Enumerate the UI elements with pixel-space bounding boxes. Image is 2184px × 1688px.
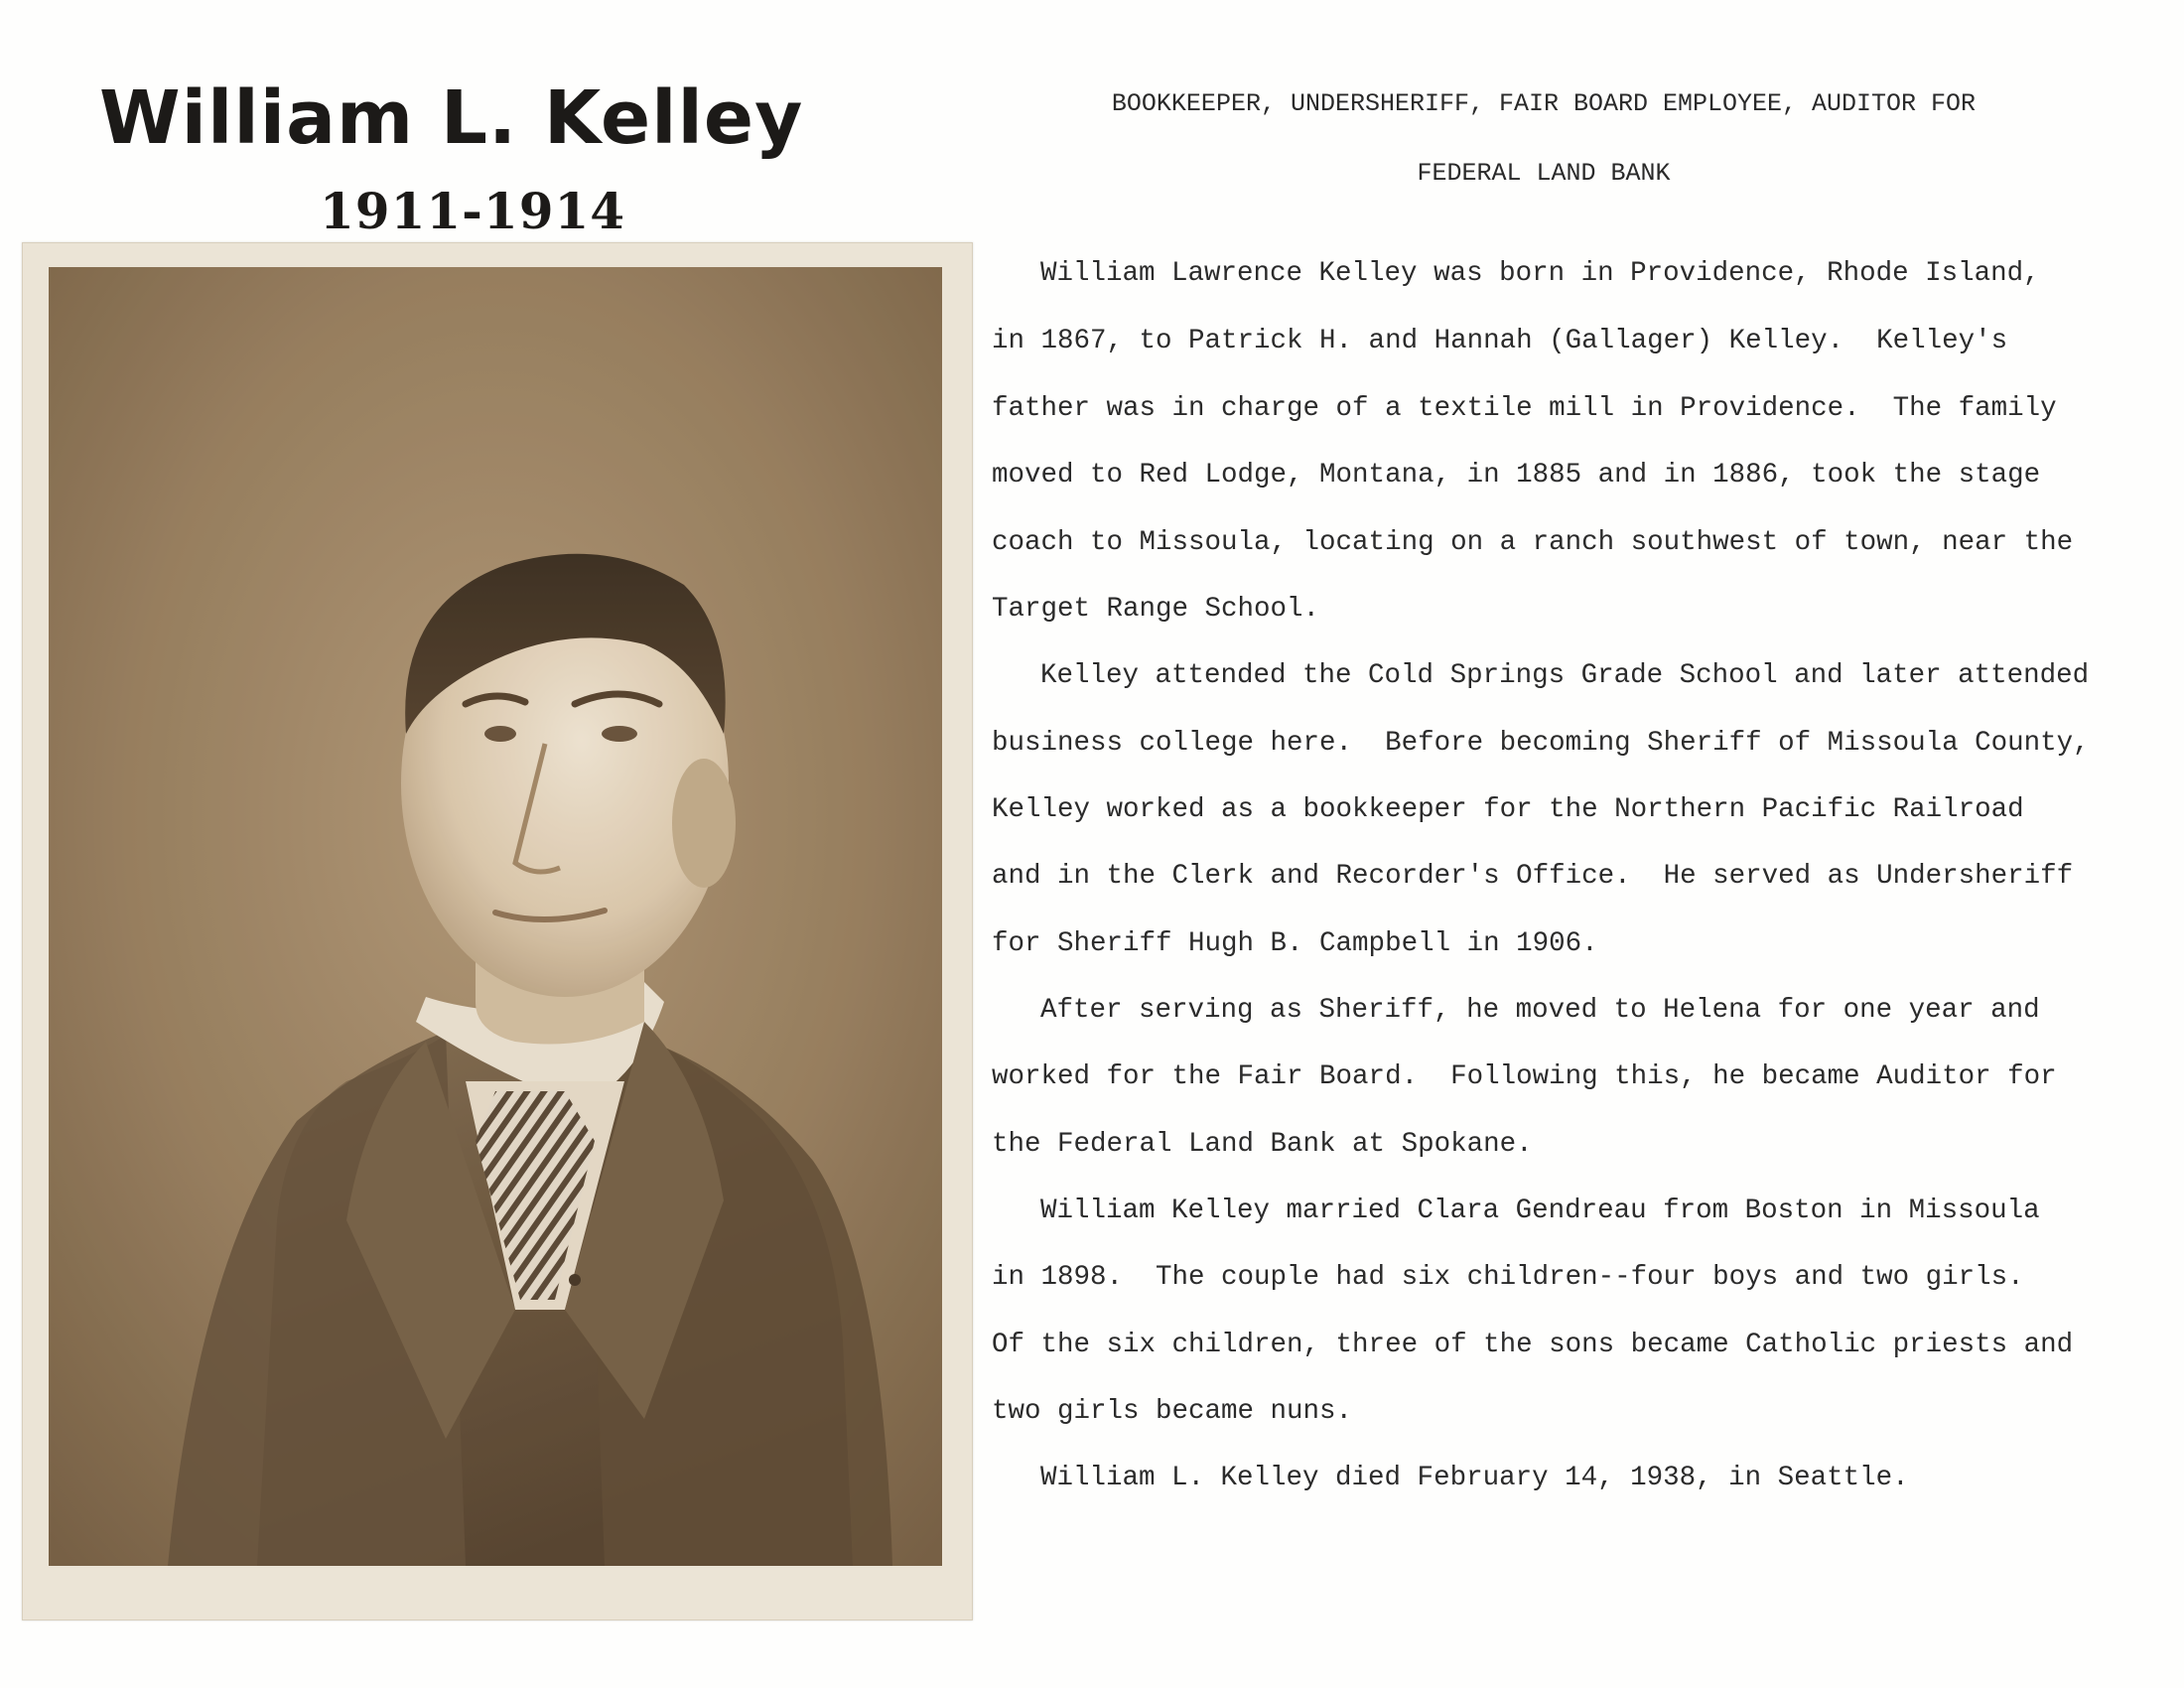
body-line: Kelley attended the Cold Springs Grade School and later attended	[1040, 660, 2090, 691]
body-line: in 1898. The couple had six children--four boys and two girls.	[992, 1262, 2024, 1293]
body-line: William Kelley married Clara Gendreau from Boston in Missoula	[1040, 1196, 2040, 1226]
body-line: William L. Kelley died February 14, 1938, in Seattle.	[1040, 1463, 1909, 1493]
body-line: William Lawrence Kelley was born in Providence, Rhode Island,	[1040, 258, 2040, 289]
body-line: business college here. Before becoming Sheriff of Missoula County,	[992, 728, 2090, 759]
body-line: the Federal Land Bank at Spokane.	[992, 1129, 1533, 1160]
term-years: 1911-1914	[320, 182, 626, 240]
heading-line-2: FEDERAL LAND BANK	[1417, 159, 1671, 188]
body-line: father was in charge of a textile mill in Providence. The family	[992, 393, 2057, 424]
name-title: William L. Kelley	[99, 75, 804, 161]
body-line: Target Range School.	[992, 594, 1320, 625]
body-line: After serving as Sheriff, he moved to Helena for one year and	[1040, 995, 2040, 1026]
body-line: moved to Red Lodge, Montana, in 1885 and in 1886, took the stage	[992, 460, 2041, 491]
body-line: coach to Missoula, locating on a ranch southwest of town, near the	[992, 527, 2074, 558]
heading-line-1: BOOKKEEPER, UNDERSHERIFF, FAIR BOARD EMPLOYEE, AUDITOR FOR	[1111, 89, 1977, 118]
portrait-photo	[49, 267, 942, 1566]
body-line: Kelley worked as a bookkeeper for the Northern Pacific Railroad	[992, 794, 2024, 825]
photo-mount	[22, 242, 973, 1620]
body-line: Of the six children, three of the sons became Catholic priests and	[992, 1330, 2074, 1360]
body-line: two girls became nuns.	[992, 1396, 1353, 1427]
body-line: for Sheriff Hugh B. Campbell in 1906.	[992, 928, 1598, 959]
body-line: and in the Clerk and Recorder's Office. He served as Undersheriff	[992, 861, 2074, 892]
body-line: in 1867, to Patrick H. and Hannah (Gallager) Kelley. Kelley's	[992, 326, 2008, 356]
body-line: worked for the Fair Board. Following this, he became Auditor for	[992, 1061, 2057, 1092]
